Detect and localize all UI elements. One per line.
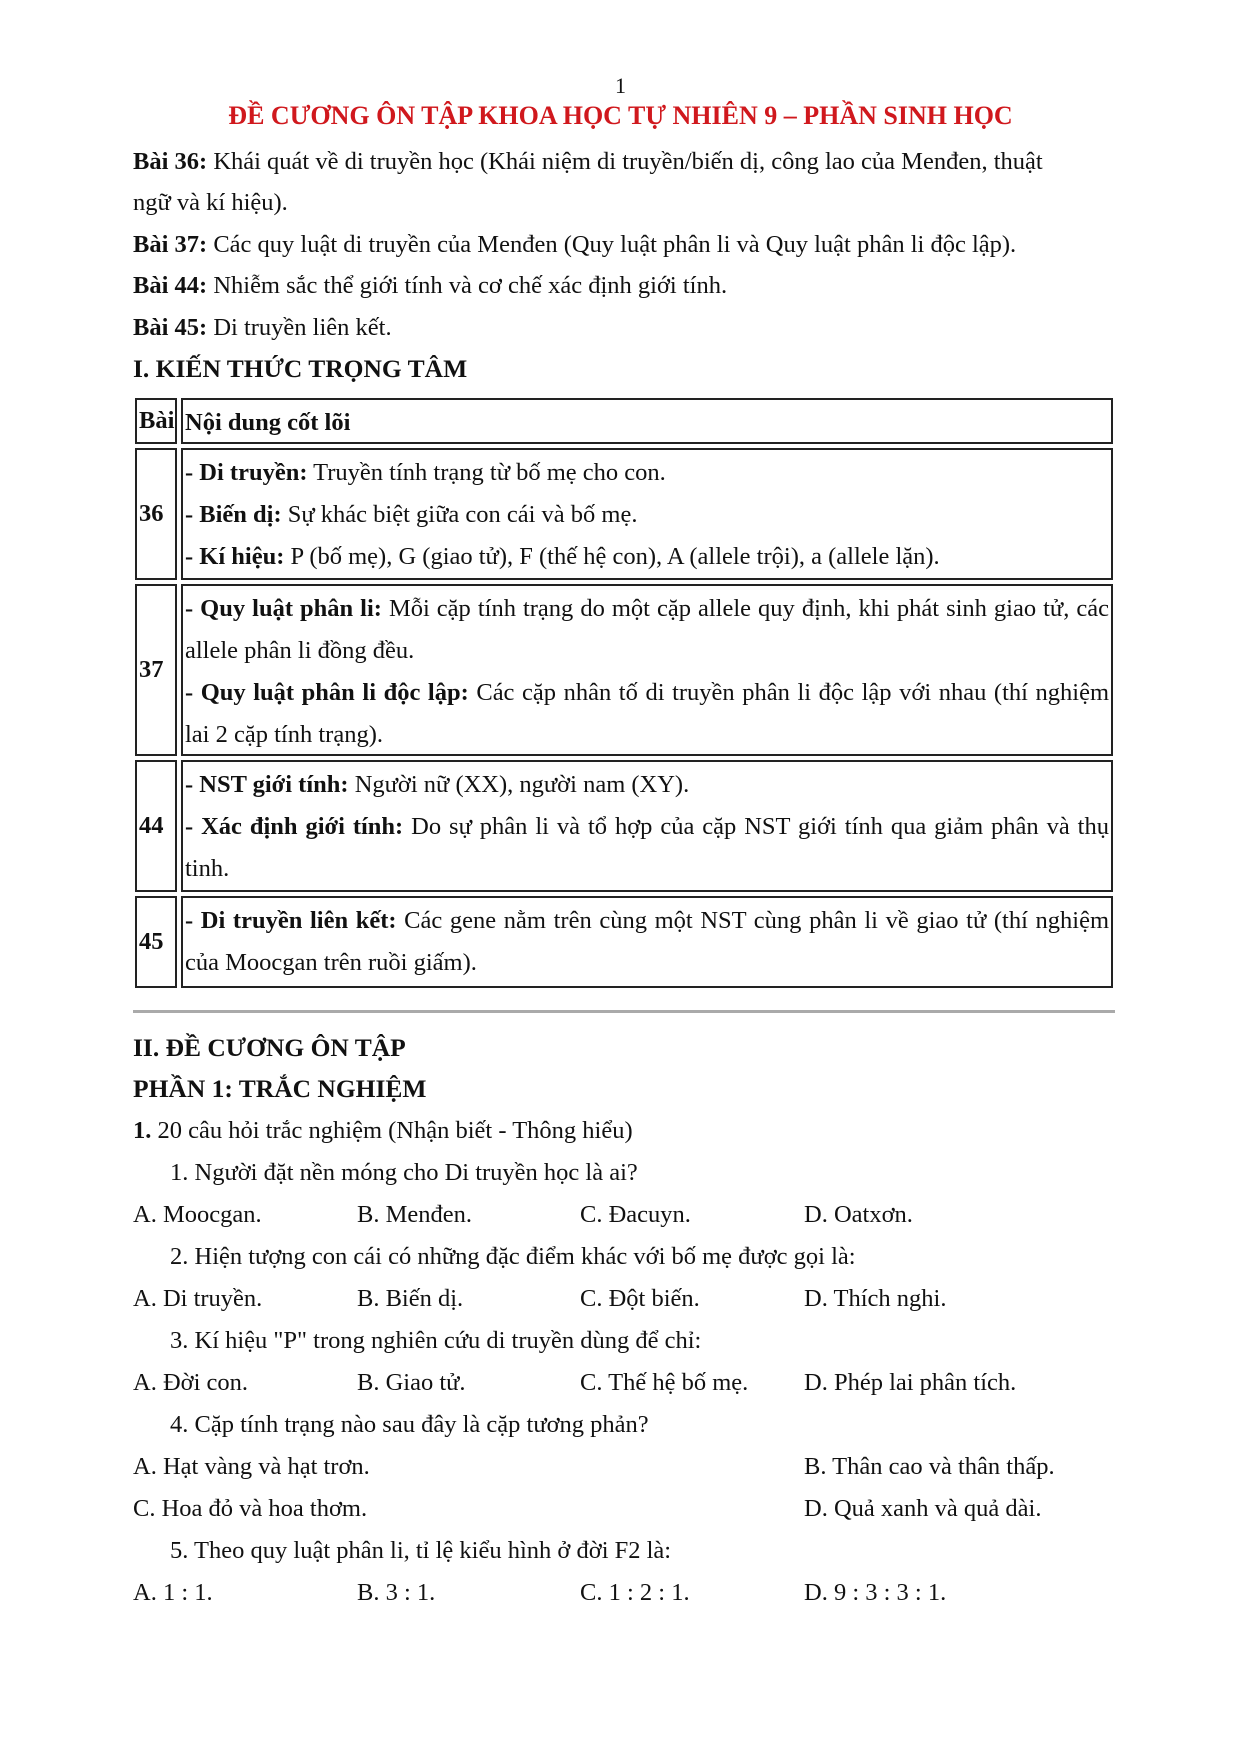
term: - Di truyền: — [185, 459, 308, 486]
document-title: ĐỀ CƯƠNG ÔN TẬP KHOA HỌC TỰ NHIÊN 9 – PHẦN SINH HỌC — [228, 101, 1013, 130]
section1-heading: I. KIẾN THỨC TRỌNG TÂM — [133, 354, 468, 383]
definition: Người nữ (XX), người nam (XY). — [348, 771, 690, 798]
lesson-text: Di truyền liên kết. — [207, 314, 392, 341]
option: A. Đời con. — [133, 1369, 249, 1396]
lesson-45 — [133, 312, 1123, 344]
cell-content — [181, 896, 1113, 988]
cell-bai: 45 — [135, 896, 177, 988]
content-line — [185, 806, 1109, 890]
lesson-label: Bài 44: — [133, 272, 208, 299]
term: - Biến dị: — [185, 501, 282, 528]
term: - Kí hiệu: — [185, 543, 285, 570]
option: D. Thích nghi. — [804, 1285, 947, 1312]
option: D. Quả xanh và quả dài. — [804, 1495, 1042, 1522]
option: B. Menđen. — [357, 1201, 472, 1228]
option: C. Đột biến. — [580, 1285, 700, 1312]
section2-heading: II. ĐỀ CƯƠNG ÔN TẬP — [133, 1033, 406, 1062]
option: B. Giao tử. — [357, 1369, 466, 1396]
question-stem: 5. Theo quy luật phân li, tỉ lệ kiểu hình ở đời F2 là: — [170, 1537, 672, 1564]
cell-content — [181, 448, 1113, 580]
lesson-label: Bài 45: — [133, 314, 208, 341]
cell-content — [181, 584, 1113, 756]
content-line — [185, 494, 1109, 536]
lesson-label: Bài 36: — [133, 148, 208, 175]
question-stem: 4. Cặp tính trạng nào sau đây là cặp tương phản? — [170, 1411, 649, 1438]
cell-bai: 37 — [135, 584, 177, 756]
definition: Mỗi cặp tính trạng do một cặp allele quy định, khi phát sinh giao tử, các allele phân li đồng đều. — [185, 595, 1109, 664]
question-stem: 2. Hiện tượng con cái có những đặc điểm khác với bố mẹ được gọi là: — [170, 1243, 856, 1270]
option: C. Đacuyn. — [580, 1201, 691, 1228]
option: B. Thân cao và thân thấp. — [804, 1453, 1055, 1480]
definition: Các gene nằm trên cùng một NST cùng phân li về giao tử (thí nghiệm của Moocgan trên ruồi giấm). — [185, 907, 1110, 976]
part1-intro — [133, 1115, 1123, 1147]
table-row — [135, 896, 1113, 988]
content-line — [185, 900, 1109, 984]
option: D. 9 : 3 : 3 : 1. — [804, 1579, 947, 1606]
content-line — [185, 764, 1109, 806]
table-row — [135, 584, 1113, 756]
table-row — [135, 760, 1113, 892]
definition: P (bố mẹ), G (giao tử), F (thế hệ con), A (allele trội), a (allele lặn). — [284, 543, 940, 570]
option: B. 3 : 1. — [357, 1579, 436, 1606]
table-header-row — [135, 398, 1113, 444]
content-line — [185, 588, 1109, 672]
lesson-text: Nhiễm sắc thể giới tính và cơ chế xác định giới tính. — [207, 272, 728, 299]
option: A. Hạt vàng và hạt trơn. — [133, 1453, 370, 1480]
header-cell-bai: Bài — [135, 398, 177, 444]
term: - NST giới tính: — [185, 771, 349, 798]
page-number: 1 — [615, 73, 626, 98]
option: A. Di truyền. — [133, 1285, 263, 1312]
table-row — [135, 448, 1113, 580]
lesson-37 — [133, 229, 1123, 261]
option: C. 1 : 2 : 1. — [580, 1579, 690, 1606]
option: A. Moocgan. — [133, 1201, 262, 1228]
part1-heading: PHẦN 1: TRẮC NGHIỆM — [133, 1074, 427, 1103]
intro-number: 1. — [133, 1117, 152, 1144]
cell-bai: 44 — [135, 760, 177, 892]
content-line — [185, 672, 1109, 756]
option: B. Biến dị. — [357, 1285, 464, 1312]
divider — [133, 1010, 1115, 1013]
term: - Quy luật phân li độc lập: — [185, 679, 469, 706]
intro-text: 20 câu hỏi trắc nghiệm (Nhận biết - Thông hiểu) — [151, 1117, 633, 1144]
header-cell-content: Nội dung cốt lõi — [181, 398, 1113, 444]
option: A. 1 : 1. — [133, 1579, 213, 1606]
term: - Xác định giới tính: — [185, 813, 404, 840]
definition: Sự khác biệt giữa con cái và bố mẹ. — [281, 501, 638, 528]
option: D. Phép lai phân tích. — [804, 1369, 1017, 1396]
lesson-36-cont: ngữ và kí hiệu). — [133, 189, 288, 216]
lesson-44 — [133, 270, 1123, 302]
content-line — [185, 536, 1109, 578]
cell-content — [181, 760, 1113, 892]
definition: Các cặp nhân tố di truyền phân li độc lập với nhau (thí nghiệm lai 2 cặp tính trạng). — [185, 679, 1110, 748]
lesson-text: Khái quát về di truyền học (Khái niệm di truyền/biến dị, công lao của Menđen, thuật — [207, 148, 1043, 175]
lesson-label: Bài 37: — [133, 231, 208, 258]
lesson-36 — [133, 146, 1123, 178]
content-line — [185, 452, 1109, 494]
definition: Do sự phân li và tổ hợp của cặp NST giới tính qua giảm phân và thụ tinh. — [185, 813, 1109, 882]
question-stem: 1. Người đặt nền móng cho Di truyền học là ai? — [170, 1159, 638, 1186]
lesson-text: Các quy luật di truyền của Menđen (Quy luật phân li và Quy luật phân li độc lập). — [207, 231, 1017, 258]
option: D. Oatxơn. — [804, 1201, 913, 1228]
option: C. Thế hệ bố mẹ. — [580, 1369, 749, 1396]
term: - Quy luật phân li: — [185, 595, 382, 622]
cell-bai: 36 — [135, 448, 177, 580]
term: - Di truyền liên kết: — [185, 907, 397, 934]
definition: Truyền tính trạng từ bố mẹ cho con. — [307, 459, 666, 486]
question-stem: 3. Kí hiệu "P" trong nghiên cứu di truyền dùng để chỉ: — [170, 1327, 702, 1354]
option: C. Hoa đỏ và hoa thơm. — [133, 1495, 368, 1522]
